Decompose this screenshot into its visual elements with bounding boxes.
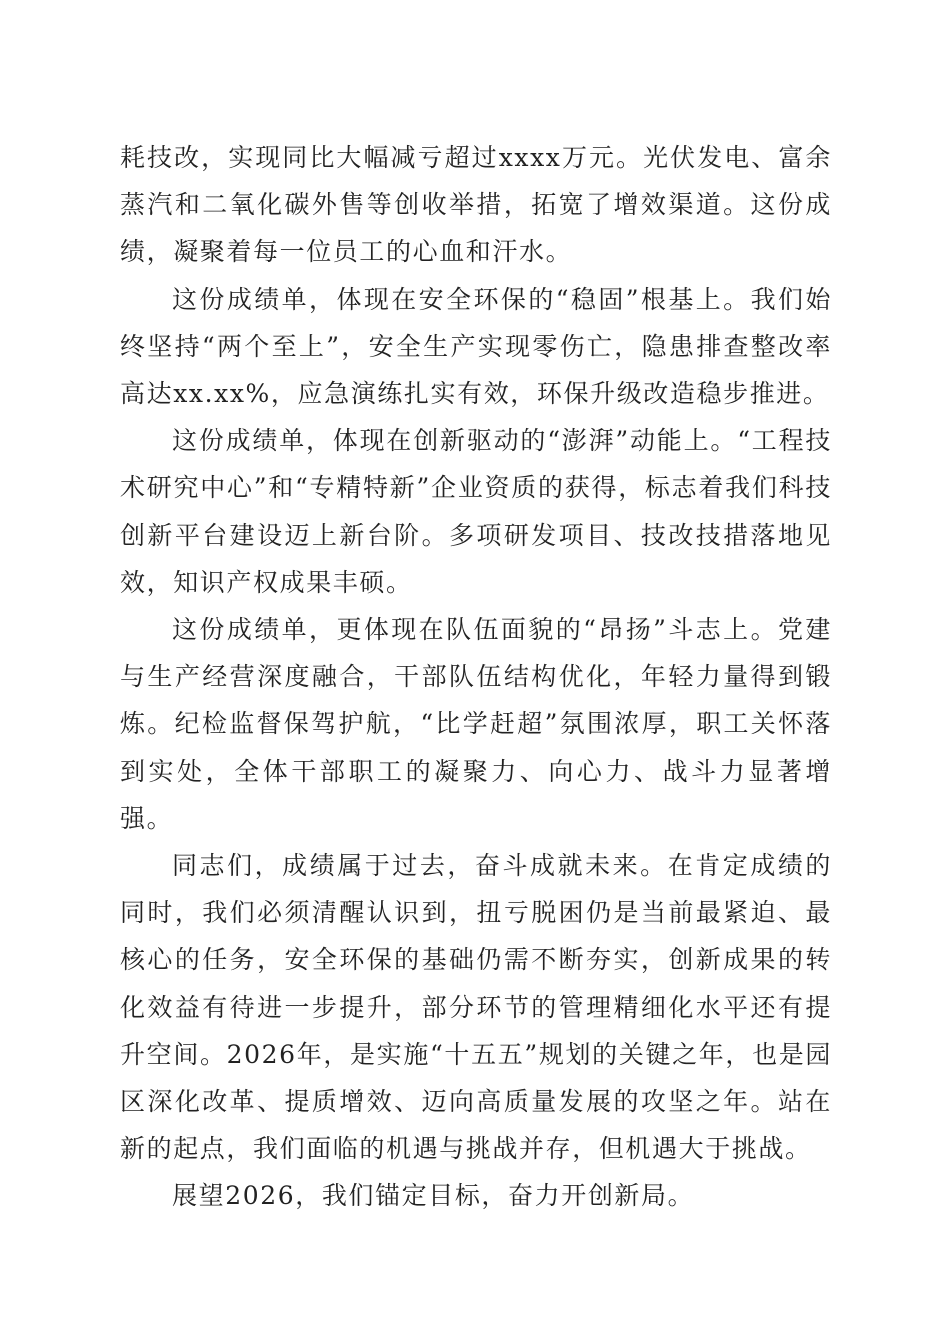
paragraph-innovation: 这份成绩单，体现在创新驱动的“澎湃”动能上。“工程技术研究中心”和“专精特新”企业资质的获得，标志着我们科技创新平台建设迈上新台阶。多项研发项目、技改技措落地见效，知识产权成果丰硕。 [120, 426, 832, 597]
paragraph-safety: 这份成绩单，体现在安全环保的“稳固”根基上。我们始终坚持“两个至上”，安全生产实现零伤亡，隐患排查整改率高达xx.xx%，应急演练扎实有效，环保升级改造稳步推进。 [120, 284, 832, 409]
paragraph-outlook-2026: 展望2026，我们锚定目标，奋力开创新局。 [172, 1181, 695, 1211]
paragraph-outlook-context: 同志们，成绩属于过去，奋斗成就未来。在肯定成绩的同时，我们必须清醒认识到，扭亏脱困仍是当前最紧迫、最核心的任务，安全环保的基础仍需不断夯实，创新成果的转化效益有待进一步提升，部分环节的管理精细化水平还有提升空间。2026年，是实施“十五五”规划的关键之年，也是园区深化改革、提质增效、迈向高质量发展的攻坚之年。站在新的起点，我们面临的机遇与挑战并存，但机遇大于挑战。 [120, 851, 832, 1164]
paragraph-continuation: 耗技改，实现同比大幅减亏超过xxxx万元。光伏发电、富余蒸汽和二氧化碳外售等创收举措，拓宽了增效渠道。这份成绩，凝聚着每一位员工的心血和汗水。 [120, 143, 832, 267]
document-body [120, 134, 832, 1220]
paragraph-team: 这份成绩单，更体现在队伍面貌的“昂扬”斗志上。党建与生产经营深度融合，干部队伍结构优化，年轻力量得到锻炼。纪检监督保驾护航，“比学赶超”氛围浓厚，职工关怀落到实处，全体干部职工的凝聚力、向心力、战斗力显著增强。 [120, 615, 832, 833]
